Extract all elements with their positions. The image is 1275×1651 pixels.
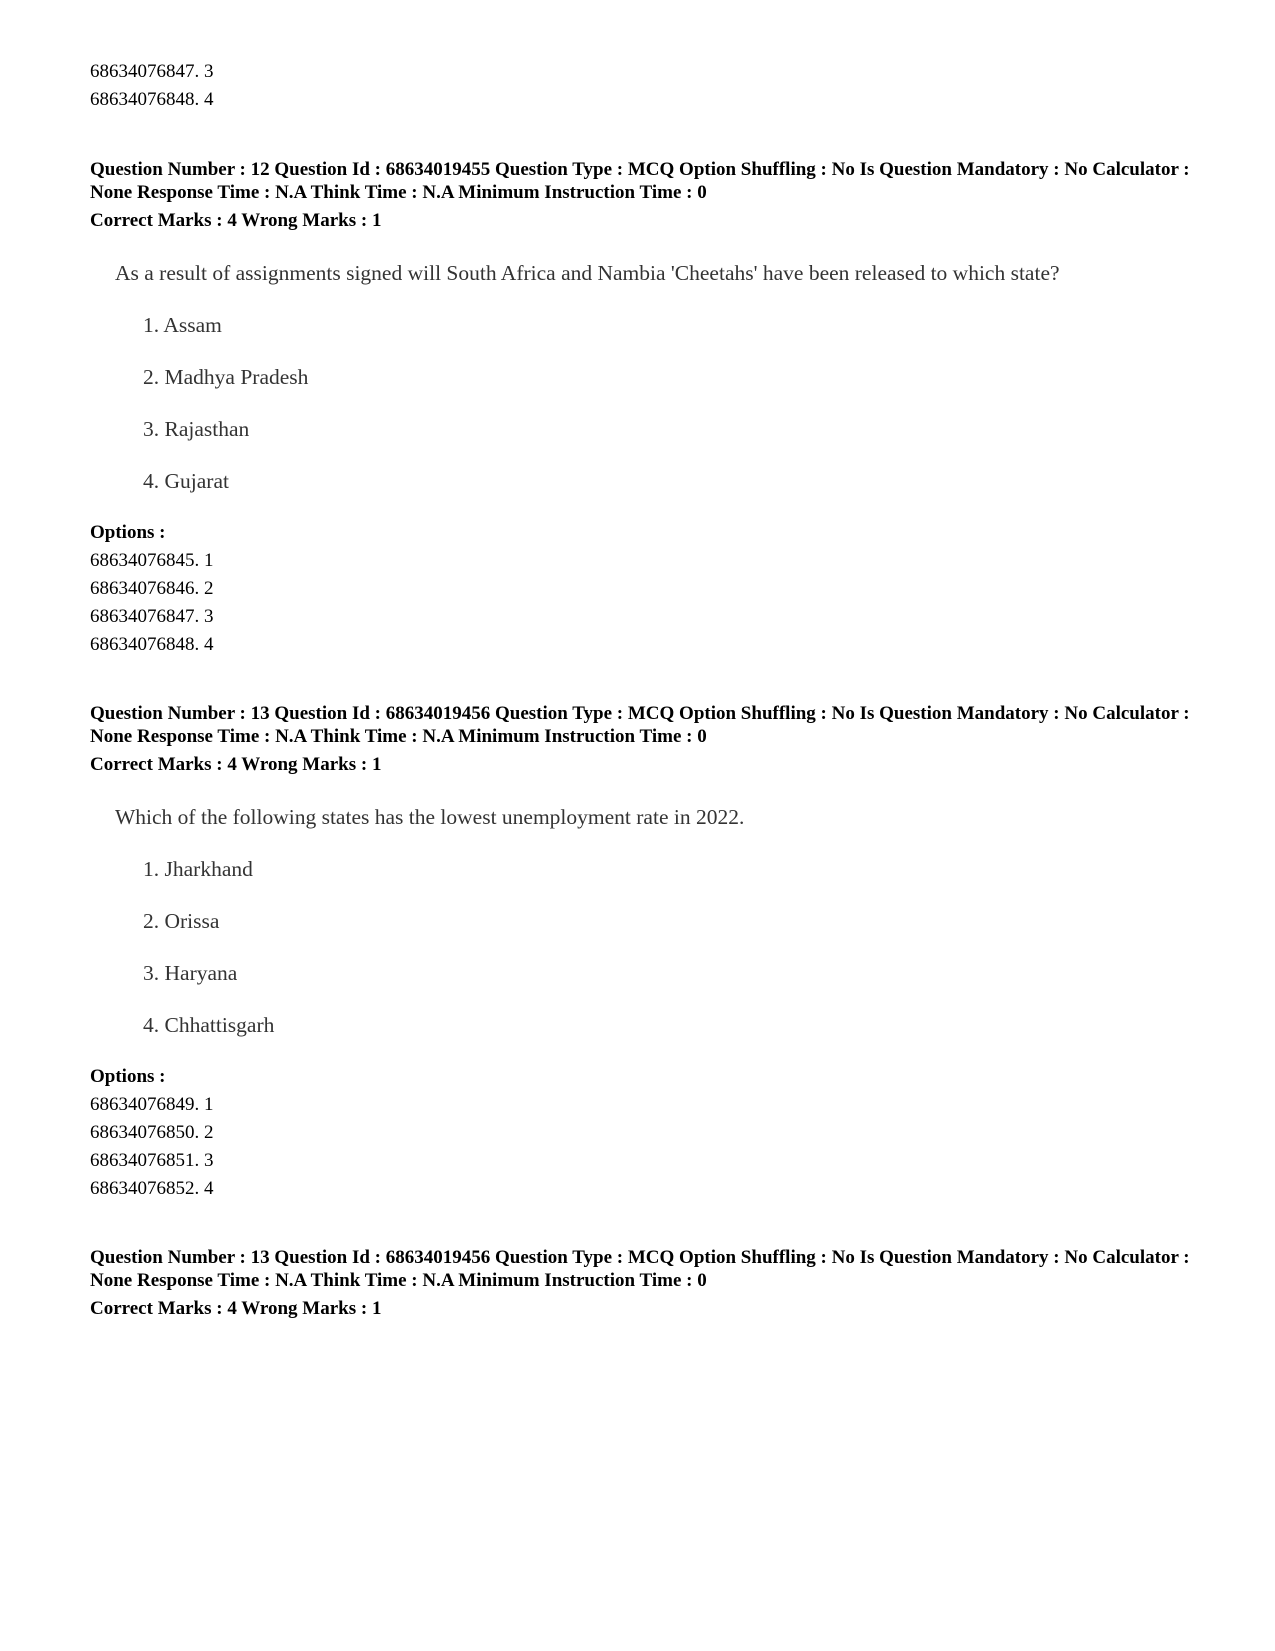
options-list (90, 547, 1210, 659)
document-page (90, 58, 1210, 1323)
option-line: 68634076852. 4 (90, 1178, 214, 1199)
spacer (90, 659, 1210, 702)
options-label: Options : (90, 1066, 166, 1087)
option-line: 68634076850. 2 (90, 1122, 214, 1143)
spacer (90, 1203, 1210, 1246)
option-line: 68634076845. 1 (90, 550, 214, 571)
choice-item: 3. Rajasthan (143, 417, 250, 441)
option-line: 68634076851. 3 (90, 1150, 214, 1171)
options-list (90, 1091, 1210, 1203)
option-line: 68634076848. 4 (90, 634, 214, 655)
question-text: Which of the following states has the lowest unemployment rate in 2022. (115, 805, 745, 829)
question-header: Question Number : 12 Question Id : 68634019455 Question Type : MCQ Option Shuffling : No Is Question Mandatory : No Calculator : None Response Time : N.A Think Time : N.A Minimum Instruction Time : 0 (90, 159, 1190, 203)
choice-item: 2. Madhya Pradesh (143, 365, 309, 389)
choice-item: 4. Chhattisgarh (143, 1013, 275, 1037)
question-header: Question Number : 13 Question Id : 68634019456 Question Type : MCQ Option Shuffling : No Is Question Mandatory : No Calculator : None Response Time : N.A Think Time : N.A Minimum Instruction Time : 0 (90, 1247, 1190, 1291)
spacer (90, 114, 1210, 158)
question-text: As a result of assignments signed will South Africa and Nambia 'Cheetahs' have been released to which state? (115, 261, 1060, 285)
question-header: Question Number : 13 Question Id : 68634019456 Question Type : MCQ Option Shuffling : No Is Question Mandatory : No Calculator : None Response Time : N.A Think Time : N.A Minimum Instruction Time : 0 (90, 703, 1190, 747)
question-block-12 (90, 158, 1210, 659)
choice-list (143, 855, 1210, 1039)
question-marks: Correct Marks : 4 Wrong Marks : 1 (90, 1298, 382, 1319)
choice-list (143, 311, 1210, 495)
carryover-options (90, 58, 1210, 114)
option-line: 68634076848. 4 (90, 89, 214, 110)
choice-item: 1. Jharkhand (143, 857, 253, 881)
choice-item: 4. Gujarat (143, 469, 229, 493)
question-marks: Correct Marks : 4 Wrong Marks : 1 (90, 754, 382, 775)
question-block-trailing (90, 1246, 1210, 1323)
choice-item: 3. Haryana (143, 961, 238, 985)
choice-item: 1. Assam (143, 313, 222, 337)
options-label: Options : (90, 522, 166, 543)
question-marks: Correct Marks : 4 Wrong Marks : 1 (90, 210, 382, 231)
option-line: 68634076849. 1 (90, 1094, 214, 1115)
choice-item: 2. Orissa (143, 909, 220, 933)
option-line: 68634076847. 3 (90, 606, 214, 627)
question-block-13 (90, 702, 1210, 1203)
option-line: 68634076847. 3 (90, 61, 214, 82)
option-line: 68634076846. 2 (90, 578, 214, 599)
